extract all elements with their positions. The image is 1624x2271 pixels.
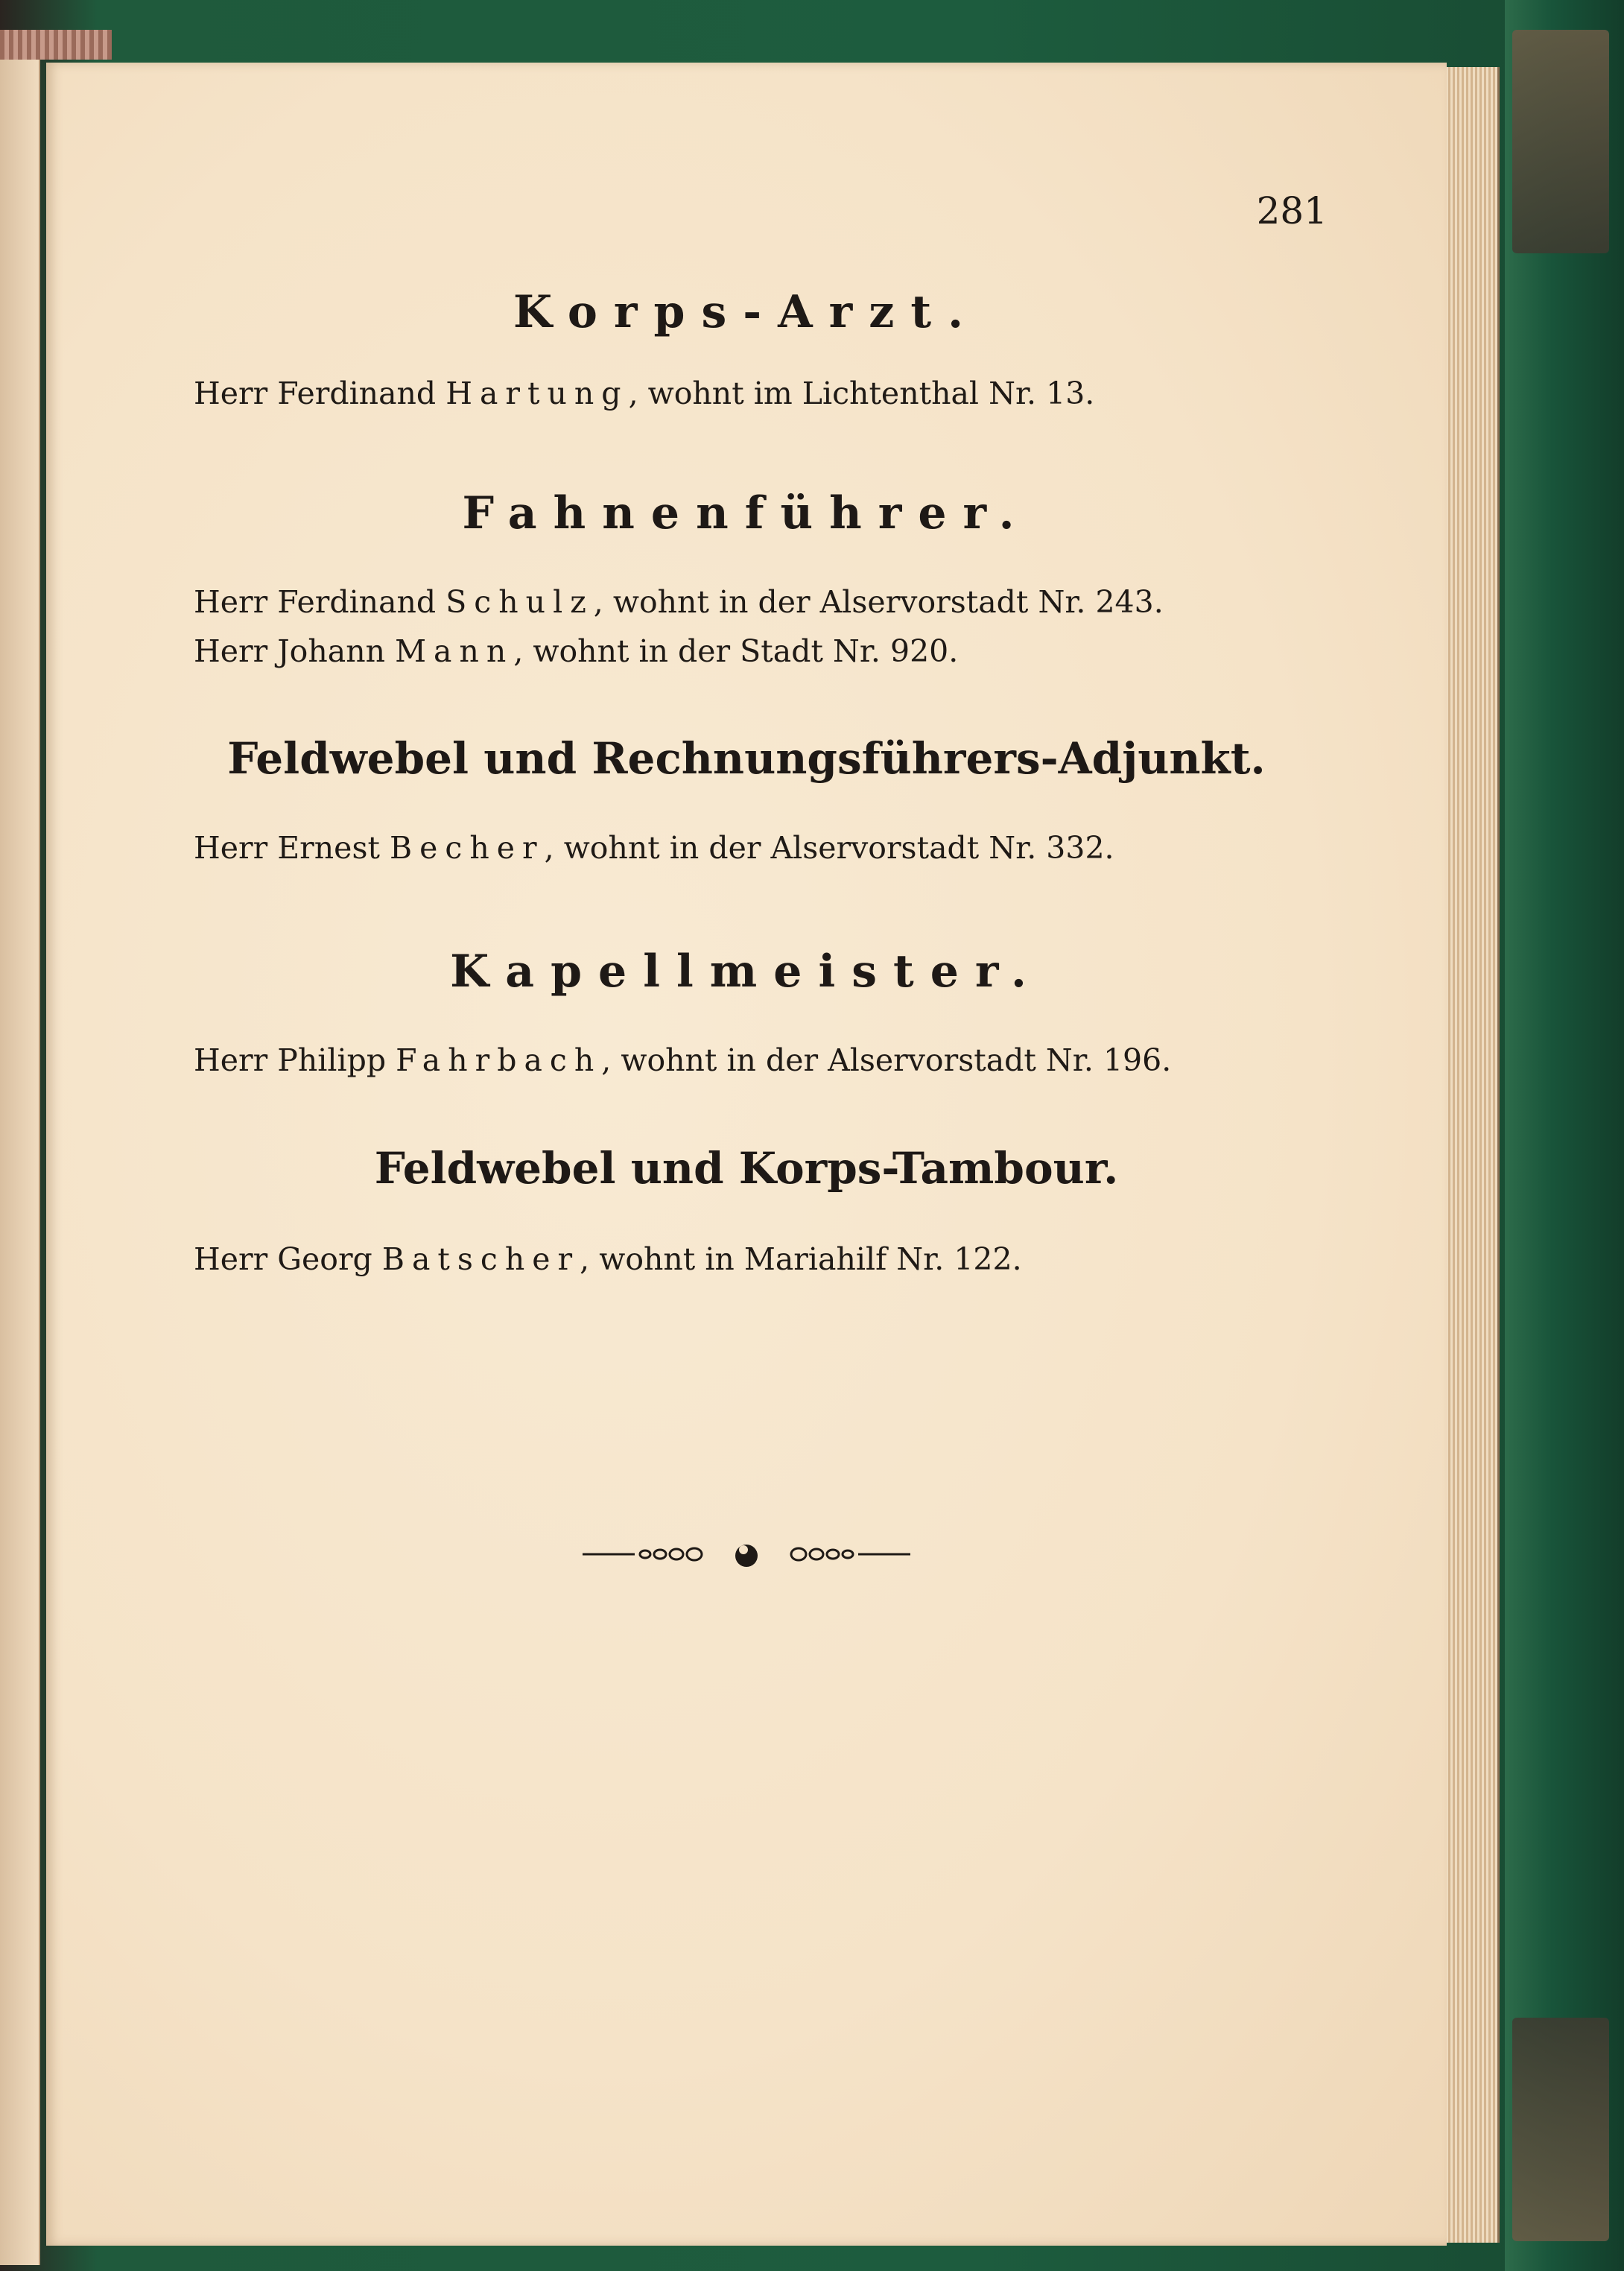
left-page-edge [0, 60, 40, 2265]
entry-prefix: Herr Ferdinand [194, 376, 446, 411]
entry-name: Hartung [445, 376, 629, 411]
section-heading: Feldwebel und Korps-Tambour. [374, 1143, 1119, 1194]
entry-name: Batscher [381, 1241, 580, 1277]
entry [194, 1241, 1022, 1277]
page-number: 281 [1256, 189, 1328, 232]
entry [194, 1042, 1171, 1078]
entry-prefix: Herr Johann [194, 633, 396, 669]
spine-headband [0, 30, 112, 60]
entry-prefix: Herr Georg [194, 1241, 382, 1277]
cover-edge [1505, 0, 1624, 2271]
entry-prefix: Herr Ferdinand [194, 584, 446, 620]
entry-rest: , wohnt in Mariahilf Nr. 122. [580, 1241, 1022, 1277]
cover-corner-bottom [1512, 2018, 1609, 2241]
entry-rest: , wohnt in der Alservorstadt Nr. 243. [593, 584, 1164, 620]
entry-prefix: Herr Ernest [194, 830, 390, 866]
entry-rest: , wohnt in der Alservorstadt Nr. 196. [601, 1042, 1172, 1078]
entry-rest: , wohnt im Lichtenthal Nr. 13. [628, 376, 1095, 411]
book-page [46, 63, 1447, 2246]
ornament-divider [583, 1539, 910, 1569]
entry-name: Mann [395, 633, 514, 669]
entry-name: Becher [390, 830, 545, 866]
entry [194, 830, 1114, 866]
entry-rest: , wohnt in der Stadt Nr. 920. [513, 633, 959, 669]
section-heading: Korps-Arzt. [513, 286, 980, 338]
entry [194, 376, 1094, 411]
entry-rest: , wohnt in der Alservorstadt Nr. 332. [544, 830, 1114, 866]
section-heading: Feldwebel und Rechnungsführers-Adjunkt. [227, 733, 1266, 784]
entry [194, 633, 958, 669]
section-heading: Fahnenführer. [462, 487, 1031, 539]
entry-name: Schulz [445, 584, 594, 620]
entry-name: Fahrbach [396, 1042, 602, 1078]
entry [194, 584, 1164, 620]
cover-corner-top [1512, 30, 1609, 253]
entry-prefix: Herr Philipp [194, 1042, 396, 1078]
section-heading: Kapellmeister. [450, 946, 1043, 998]
